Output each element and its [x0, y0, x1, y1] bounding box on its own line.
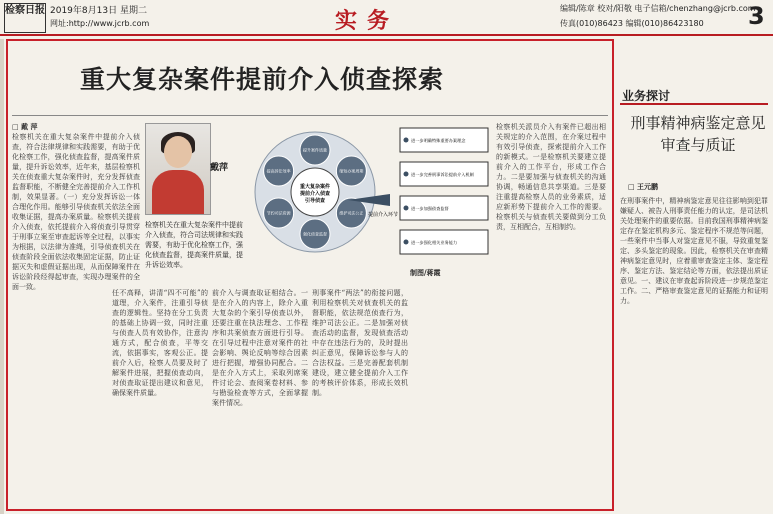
article-headline: 重大复杂案件提前介入侦查探索: [80, 65, 445, 94]
diagram-center-1: 重大复杂案件: [299, 184, 331, 190]
diagram-hub-label-4: 强化侦查监督: [303, 231, 327, 237]
sidebar-title-line-2: 审查与质证: [660, 136, 736, 154]
phone-line: 传真(010)86423 编辑(010)86423180: [560, 19, 704, 28]
website-url: 网址:http://www.jcrb.com: [50, 19, 150, 28]
hub-ring: [255, 132, 375, 252]
diagram-arrow-label: 提前介入环节: [368, 212, 399, 218]
diagram-hub-label-2: 缩短办案周期: [339, 168, 364, 174]
diagram-step-bullet-3: [404, 206, 409, 211]
headline-rule: [12, 115, 608, 116]
column-2-text: 任不高释，讲清“四不可能”的道理，介入案件，注重引导侦查的逻辑性。坚持在分工负责的基础上协调一致，同时注重与侦查人员有效协作，注意沟通方式，配合侦查，平等交流，依据事实，客观公正。提前介入后，检察人员要及时了解案件进展，把握侦查动向，对侦查取证提出建议和意见，确保案件质量。: [112, 289, 208, 397]
diagram-step-label-2: 进一步完善刑事诉讼提前介入机制: [411, 172, 474, 177]
sidebar-title-line-1: 刑事精神病鉴定意见: [630, 114, 766, 132]
author-photo: [145, 123, 211, 215]
diagram-step-bullet-2: [404, 172, 409, 177]
diagram-hub-label-6: 提高诉讼效率: [266, 168, 291, 174]
diagram-step-label-3: 进一步加强侦查监督: [411, 206, 449, 211]
sidebar-author: □ 王元鹏: [628, 182, 659, 191]
column-3-text: 前介入与调查取证相结合。一是在介入的内容上，除介入重大复杂的个案引导侦查以外，还要注重在执法理念、工作程序和共案侦查方面进行引导。在引导过程中注意对案件的社会影响、舆论反响等综合因素进行把握，增强协同配合。二是在介入方式上，采取列席案件讨论会、查阅案卷材料、参与勘验检查等方式，全面掌握案件情况。: [212, 289, 308, 407]
page-edge: [0, 39, 4, 514]
issue-date: 2019年8月13日 星期二: [50, 6, 147, 16]
photo-caption: 检察机关在重大复杂案件中提前介入侦查，符合司法规律和实践需要，有助于优化检察工作，强化侦查监督，提高案件质量，提升诉讼效率。: [145, 221, 243, 269]
diagram-center-3: 引导侦查: [304, 198, 326, 204]
newspaper-logo: 检察日报: [4, 3, 46, 33]
diagram-hub-label-1: 提升案件质量: [303, 147, 327, 153]
diagram-hub-label-3: 维护司法公正: [339, 210, 364, 216]
article-column-2: [112, 288, 208, 508]
sidebar-body-text: 在刑事案件中，精神病鉴定意见往往影响到犯罪嫌疑人、被告人刑事责任能力的认定，是司法机关处理案件的重要依据。目前我国刑事精神病鉴定存在鉴定机构多元、鉴定程序不规范等问题，一些案件中当事人对鉴定意见不服，导致重复鉴定、多头鉴定的现象。因此，检察机关在审查精神病鉴定意见时，应着重审查鉴定主体、鉴定程序、鉴定方法、鉴定结论等方面，依法提出质证意见。一、建议在审查起诉阶段进一步规范鉴定工作。二、严格审查鉴定意见的证据能力和证明力。: [620, 197, 768, 305]
byline: □ 戴 萍: [12, 122, 38, 131]
section-title: 实务: [335, 8, 400, 34]
sidebar-header: [620, 87, 768, 105]
diagram-center-2: 提前介入侦查: [299, 191, 331, 197]
author-name: 戴萍: [210, 163, 229, 173]
article-column-3: [212, 288, 308, 508]
editor-line: 编辑/陈章 校对/阳敬 电子信箱/chenzhang@jcrb.com: [560, 4, 756, 13]
diagram-step-label-1: 进一步明确特殊重要办案理念: [411, 138, 466, 143]
column-5-text: 检察机关派员介入有案件已超出相关规定的介入范围，在介案过程中有效引导侦查，探索提前介入工作的新模式。一是检察机关要建立提前介入的工作平台，形成工作合力。二是要加强与侦查机关的沟通协调，畅通信息共享渠道。三是要注重提高检察人员的业务素质，适应新形势下提前介入工作的需要。检察机关与侦查机关要做到分工负责，互相配合，互相制约。: [496, 123, 606, 231]
diagram-hub-label-5: 节约司法资源: [266, 210, 291, 216]
diagram-step-bullet-1: [404, 138, 409, 143]
process-diagram: [250, 122, 490, 267]
column-4-text: 刑事案件“两法”的衔接问题，利用检察机关对侦查机关的监督职能，依法规范侦查行为，维护司法公正。二是加强对侦查活动的监督，发现侦查活动中存在违法行为的，及时提出纠正意见，保障诉讼参与人的合法权益。三是完善配套机制建设，建立健全提前介入工作的考核评价体系，形成长效机制。: [312, 289, 408, 397]
diagram-credit: 制图/蒋霞: [410, 268, 441, 277]
article-column-5: [496, 122, 606, 508]
column-tag: 业务探讨: [622, 89, 671, 103]
diagram-step-label-4: 进一步强化相关业务能力: [411, 240, 458, 245]
diagram-step-bullet-4: [404, 240, 409, 245]
column-1-text: 检察机关在重大复杂案件中提前介入侦查，符合法律规律和实践需要，有助于优化检察工作，强化侦查监督，提高案件质量，提升诉讼效率，近年来，基层检察机关在侦查重大复杂案件时，充分发挥侦查监督职能，不断健全完善提前介入工作机制，效果显著。（一）充分发挥诉讼一体合理化作用。能够引导侦查机关依法全面收集证据，提高办案质量。检察机关提前介入侦查，依托提前介入将侦查引导贯穿于刑事立案至审查起诉等全过程，以事实为根据，以法律为准绳，引导侦查机关在侦查阶段全面依法收集固定证据，防止证据灭失和虚假证据出现，从而保障案件在诉讼阶段经得起审查，实现办理案件的全面一致。: [12, 133, 140, 291]
sidebar-title: [628, 112, 768, 156]
masthead: [0, 0, 773, 36]
article-column-4: [312, 288, 408, 508]
page-number: 3: [748, 2, 765, 30]
sidebar-body: [620, 196, 768, 510]
